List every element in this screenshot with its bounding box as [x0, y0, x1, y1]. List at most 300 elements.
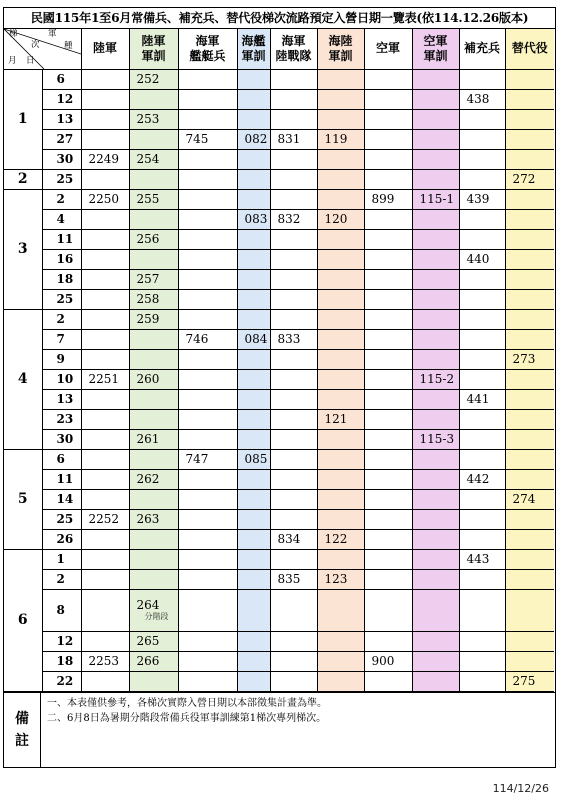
- batch-cell-alternative-service: [505, 209, 554, 229]
- batch-cell-airforce: [364, 389, 412, 409]
- batch-number: 264: [136, 598, 160, 612]
- header-airforce: 空軍: [364, 29, 412, 69]
- batch-cell-army: [81, 89, 129, 109]
- day-cell: 2: [42, 189, 81, 209]
- header-navy-ship: 海軍 艦艇兵: [178, 29, 237, 69]
- month-cell: 2: [4, 169, 42, 189]
- day-cell: 22: [42, 671, 81, 691]
- batch-cell-marine-training: [317, 631, 364, 651]
- batch-cell-alternative-service: [505, 631, 554, 651]
- batch-cell-army: [81, 549, 129, 569]
- batch-cell-army: [81, 671, 129, 691]
- batch-cell-army-training: [129, 429, 178, 449]
- batch-cell-navy-ship: [178, 469, 237, 489]
- batch-cell-supplementary: [459, 489, 505, 509]
- table-row: [4, 469, 554, 489]
- batch-cell-airforce-training: [412, 549, 459, 569]
- batch-cell-supplementary: [459, 289, 505, 309]
- batch-cell-marine-training: [317, 429, 364, 449]
- batch-cell-marine-training: [317, 69, 364, 89]
- table-row: [4, 671, 554, 691]
- batch-cell-alternative-service: [505, 229, 554, 249]
- batch-cell-airforce-training: [412, 129, 459, 149]
- batch-number: 2253: [88, 654, 120, 668]
- header-navy-training: 海艦 軍訓: [237, 29, 270, 69]
- table-row: [4, 349, 554, 369]
- batch-cell-alternative-service: [505, 469, 554, 489]
- remark-line-2: 二、6月8日為暑期分階段常備兵役軍事訓練第1梯次專列梯次。: [47, 712, 327, 724]
- batch-cell-supplementary: [459, 369, 505, 389]
- batch-cell-alternative-service: [505, 589, 554, 631]
- batch-cell-airforce-training: [412, 509, 459, 529]
- table-row: [4, 89, 554, 109]
- batch-cell-navy-ship: [178, 449, 237, 469]
- batch-cell-navy-training: [237, 189, 270, 209]
- batch-number: 746: [185, 332, 209, 346]
- table-row: [4, 149, 554, 169]
- batch-cell-airforce: [364, 289, 412, 309]
- batch-cell-navy-training: [237, 329, 270, 349]
- day-cell: 23: [42, 409, 81, 429]
- batch-cell-army-training: [129, 149, 178, 169]
- batch-cell-airforce: [364, 429, 412, 449]
- batch-cell-marine: [270, 369, 317, 389]
- batch-cell-supplementary: [459, 671, 505, 691]
- batch-cell-navy-training: [237, 569, 270, 589]
- batch-cell-navy-training: [237, 129, 270, 149]
- table-row: [4, 169, 554, 189]
- table-row: [4, 69, 554, 89]
- batch-cell-army-training: [129, 631, 178, 651]
- batch-cell-marine: [270, 389, 317, 409]
- batch-cell-supplementary: [459, 469, 505, 489]
- batch-number: 443: [466, 552, 490, 566]
- batch-number: 123: [324, 572, 348, 586]
- batch-cell-navy-training: [237, 589, 270, 631]
- schedule-table: [4, 29, 554, 692]
- batch-cell-marine-training: [317, 309, 364, 329]
- batch-cell-navy-ship: [178, 229, 237, 249]
- batch-number: 441: [466, 392, 490, 406]
- batch-number: 256: [136, 232, 160, 246]
- batch-cell-airforce: [364, 509, 412, 529]
- batch-cell-supplementary: [459, 529, 505, 549]
- batch-cell-supplementary: [459, 409, 505, 429]
- batch-cell-navy-training: [237, 429, 270, 449]
- batch-cell-marine: [270, 671, 317, 691]
- batch-cell-airforce: [364, 569, 412, 589]
- batch-cell-army: [81, 509, 129, 529]
- batch-number: 121: [324, 412, 348, 426]
- batch-cell-navy-ship: [178, 409, 237, 429]
- batch-cell-airforce-training: [412, 169, 459, 189]
- batch-number: 252: [136, 72, 160, 86]
- batch-cell-marine-training: [317, 469, 364, 489]
- batch-cell-supplementary: [459, 209, 505, 229]
- batch-cell-supplementary: [459, 129, 505, 149]
- batch-cell-navy-ship: [178, 589, 237, 631]
- batch-cell-navy-training: [237, 309, 270, 329]
- batch-number: 115-2: [419, 372, 455, 386]
- batch-cell-navy-ship: [178, 651, 237, 671]
- batch-cell-army-training: [129, 169, 178, 189]
- batch-cell-army-training: [129, 289, 178, 309]
- batch-cell-marine: [270, 169, 317, 189]
- batch-cell-marine-training: [317, 569, 364, 589]
- table-row: [4, 369, 554, 389]
- batch-cell-marine: [270, 409, 317, 429]
- batch-cell-alternative-service: [505, 369, 554, 389]
- day-cell: 4: [42, 209, 81, 229]
- batch-number: 747: [185, 452, 209, 466]
- batch-number: 257: [136, 272, 160, 286]
- batch-cell-marine-training: [317, 129, 364, 149]
- batch-cell-navy-training: [237, 529, 270, 549]
- batch-cell-marine-training: [317, 549, 364, 569]
- day-cell: 14: [42, 489, 81, 509]
- batch-cell-marine: [270, 589, 317, 631]
- batch-cell-airforce: [364, 169, 412, 189]
- batch-number: 899: [371, 192, 395, 206]
- batch-cell-alternative-service: [505, 129, 554, 149]
- batch-cell-navy-training: [237, 389, 270, 409]
- batch-cell-marine: [270, 229, 317, 249]
- batch-cell-navy-training: [237, 369, 270, 389]
- batch-cell-airforce: [364, 589, 412, 631]
- batch-cell-army: [81, 409, 129, 429]
- batch-number: 273: [512, 352, 536, 366]
- remarks-label: 備 註: [4, 693, 41, 767]
- batch-cell-alternative-service: [505, 489, 554, 509]
- day-cell: 16: [42, 249, 81, 269]
- batch-cell-army: [81, 169, 129, 189]
- day-cell: 2: [42, 309, 81, 329]
- batch-cell-supplementary: [459, 309, 505, 329]
- batch-cell-airforce-training: [412, 149, 459, 169]
- batch-cell-marine: [270, 469, 317, 489]
- batch-number: 275: [512, 674, 536, 688]
- batch-number: 258: [136, 292, 160, 306]
- batch-cell-army-training: [129, 129, 178, 149]
- batch-number: 253: [136, 112, 160, 126]
- table-row: [4, 109, 554, 129]
- batch-cell-supplementary: [459, 651, 505, 671]
- batch-cell-army-training: [129, 109, 178, 129]
- batch-cell-airforce: [364, 369, 412, 389]
- table-row: [4, 269, 554, 289]
- batch-cell-alternative-service: [505, 189, 554, 209]
- day-cell: 2: [42, 569, 81, 589]
- month-cell: 5: [4, 449, 42, 549]
- table-row: [4, 489, 554, 509]
- batch-cell-army-training: [129, 589, 178, 631]
- day-cell: 30: [42, 149, 81, 169]
- batch-cell-marine-training: [317, 489, 364, 509]
- table-row: [4, 229, 554, 249]
- batch-cell-supplementary: [459, 509, 505, 529]
- batch-number: 835: [277, 572, 301, 586]
- batch-number: 115-3: [419, 432, 455, 446]
- batch-cell-marine: [270, 529, 317, 549]
- batch-cell-airforce-training: [412, 269, 459, 289]
- batch-cell-marine: [270, 349, 317, 369]
- batch-cell-marine: [270, 651, 317, 671]
- batch-cell-army: [81, 369, 129, 389]
- batch-number: 745: [185, 132, 209, 146]
- batch-cell-supplementary: [459, 109, 505, 129]
- batch-cell-army-training: [129, 189, 178, 209]
- batch-cell-marine-training: [317, 329, 364, 349]
- batch-cell-airforce-training: [412, 349, 459, 369]
- batch-cell-marine-training: [317, 671, 364, 691]
- batch-cell-marine-training: [317, 189, 364, 209]
- batch-cell-airforce-training: [412, 449, 459, 469]
- batch-cell-supplementary: [459, 229, 505, 249]
- batch-cell-marine-training: [317, 449, 364, 469]
- batch-number: 272: [512, 172, 536, 186]
- batch-number: 439: [466, 192, 490, 206]
- batch-cell-navy-ship: [178, 631, 237, 651]
- header-army-training: 陸軍 軍訓: [129, 29, 178, 69]
- batch-cell-army-training: [129, 309, 178, 329]
- batch-cell-marine: [270, 269, 317, 289]
- batch-cell-navy-training: [237, 269, 270, 289]
- day-cell: 11: [42, 469, 81, 489]
- table-row: [4, 209, 554, 229]
- batch-cell-marine: [270, 429, 317, 449]
- batch-cell-army: [81, 149, 129, 169]
- batch-cell-navy-training: [237, 409, 270, 429]
- table-row: [4, 429, 554, 449]
- batch-cell-airforce: [364, 209, 412, 229]
- batch-cell-navy-training: [237, 169, 270, 189]
- batch-cell-navy-ship: [178, 549, 237, 569]
- batch-cell-supplementary: [459, 449, 505, 469]
- batch-cell-supplementary: [459, 249, 505, 269]
- batch-cell-navy-training: [237, 469, 270, 489]
- batch-cell-navy-ship: [178, 309, 237, 329]
- batch-number: 122: [324, 532, 348, 546]
- batch-number: 834: [277, 532, 301, 546]
- batch-cell-alternative-service: [505, 389, 554, 409]
- batch-cell-marine: [270, 69, 317, 89]
- batch-cell-navy-ship: [178, 529, 237, 549]
- batch-cell-supplementary: [459, 269, 505, 289]
- batch-cell-airforce: [364, 269, 412, 289]
- batch-cell-navy-ship: [178, 569, 237, 589]
- batch-cell-marine-training: [317, 89, 364, 109]
- batch-cell-marine: [270, 329, 317, 349]
- day-cell: 13: [42, 389, 81, 409]
- batch-cell-navy-training: [237, 89, 270, 109]
- batch-cell-army-training: [129, 369, 178, 389]
- table-row: [4, 509, 554, 529]
- batch-cell-army: [81, 109, 129, 129]
- batch-cell-army: [81, 269, 129, 289]
- batch-cell-navy-ship: [178, 489, 237, 509]
- batch-cell-marine: [270, 249, 317, 269]
- month-cell: 4: [4, 309, 42, 449]
- batch-number: 438: [466, 92, 490, 106]
- day-cell: 7: [42, 329, 81, 349]
- batch-cell-marine: [270, 289, 317, 309]
- batch-cell-navy-ship: [178, 289, 237, 309]
- batch-number: 261: [136, 432, 160, 446]
- table-row: [4, 389, 554, 409]
- header-alternative-service: 替代役: [505, 29, 554, 69]
- batch-cell-airforce-training: [412, 671, 459, 691]
- batch-cell-army-training: [129, 671, 178, 691]
- batch-cell-army: [81, 229, 129, 249]
- batch-cell-airforce: [364, 469, 412, 489]
- batch-cell-airforce: [364, 229, 412, 249]
- header-row: [4, 29, 554, 69]
- batch-cell-alternative-service: [505, 89, 554, 109]
- header-army: 陸軍: [81, 29, 129, 69]
- batch-number: 2252: [88, 512, 120, 526]
- corner-label-day: 日: [26, 56, 35, 66]
- batch-cell-supplementary: [459, 169, 505, 189]
- batch-cell-army-training: [129, 529, 178, 549]
- batch-cell-airforce: [364, 651, 412, 671]
- batch-cell-supplementary: [459, 569, 505, 589]
- batch-number: 259: [136, 312, 160, 326]
- batch-number: 115-1: [419, 192, 455, 206]
- batch-cell-army-training: [129, 89, 178, 109]
- day-cell: 30: [42, 429, 81, 449]
- batch-number: 2249: [88, 152, 120, 166]
- batch-cell-airforce: [364, 109, 412, 129]
- batch-cell-marine-training: [317, 529, 364, 549]
- batch-cell-marine: [270, 449, 317, 469]
- batch-cell-airforce-training: [412, 589, 459, 631]
- batch-cell-navy-ship: [178, 369, 237, 389]
- batch-cell-airforce-training: [412, 631, 459, 651]
- batch-cell-airforce-training: [412, 229, 459, 249]
- batch-cell-alternative-service: [505, 109, 554, 129]
- batch-number: 266: [136, 654, 160, 668]
- batch-cell-army-training: [129, 389, 178, 409]
- batch-cell-navy-ship: [178, 389, 237, 409]
- table-row: [4, 549, 554, 569]
- batch-cell-airforce: [364, 249, 412, 269]
- batch-cell-supplementary: [459, 149, 505, 169]
- batch-cell-army-training: [129, 269, 178, 289]
- batch-cell-airforce-training: [412, 429, 459, 449]
- batch-cell-army-training: [129, 509, 178, 529]
- table-row: [4, 651, 554, 671]
- batch-number: 084: [244, 332, 268, 346]
- batch-cell-alternative-service: [505, 509, 554, 529]
- batch-cell-marine: [270, 129, 317, 149]
- table-row: [4, 589, 554, 631]
- batch-cell-army: [81, 529, 129, 549]
- day-cell: 18: [42, 269, 81, 289]
- batch-cell-alternative-service: [505, 249, 554, 269]
- batch-cell-airforce: [364, 129, 412, 149]
- day-cell: 11: [42, 229, 81, 249]
- batch-cell-airforce-training: [412, 369, 459, 389]
- batch-cell-airforce-training: [412, 489, 459, 509]
- batch-number: 831: [277, 132, 301, 146]
- batch-cell-airforce: [364, 549, 412, 569]
- batch-cell-army-training: [129, 329, 178, 349]
- batch-cell-marine: [270, 309, 317, 329]
- batch-cell-marine-training: [317, 651, 364, 671]
- table-row: [4, 449, 554, 469]
- batch-cell-marine: [270, 89, 317, 109]
- batch-number: 274: [512, 492, 536, 506]
- batch-cell-airforce: [364, 309, 412, 329]
- day-cell: 6: [42, 69, 81, 89]
- batch-cell-marine: [270, 509, 317, 529]
- table-row: [4, 569, 554, 589]
- batch-number: 260: [136, 372, 160, 386]
- batch-cell-marine: [270, 149, 317, 169]
- day-cell: 26: [42, 529, 81, 549]
- table-row: [4, 309, 554, 329]
- batch-cell-alternative-service: [505, 569, 554, 589]
- batch-cell-navy-training: [237, 249, 270, 269]
- batch-cell-airforce-training: [412, 89, 459, 109]
- batch-cell-army-training: [129, 651, 178, 671]
- batch-cell-airforce-training: [412, 209, 459, 229]
- batch-cell-marine-training: [317, 409, 364, 429]
- batch-cell-marine-training: [317, 209, 364, 229]
- day-cell: 10: [42, 369, 81, 389]
- header-supplementary: 補充兵: [459, 29, 505, 69]
- batch-cell-army-training: [129, 249, 178, 269]
- batch-cell-navy-training: [237, 631, 270, 651]
- table-row: [4, 631, 554, 651]
- batch-number: 083: [244, 212, 268, 226]
- batch-cell-airforce-training: [412, 189, 459, 209]
- batch-cell-navy-ship: [178, 89, 237, 109]
- batch-cell-marine-training: [317, 109, 364, 129]
- batch-cell-army-training: [129, 489, 178, 509]
- batch-cell-airforce: [364, 529, 412, 549]
- table-row: [4, 329, 554, 349]
- batch-cell-marine-training: [317, 509, 364, 529]
- batch-cell-marine-training: [317, 249, 364, 269]
- batch-cell-army: [81, 309, 129, 329]
- batch-number: 263: [136, 512, 160, 526]
- batch-cell-airforce-training: [412, 329, 459, 349]
- batch-cell-navy-training: [237, 69, 270, 89]
- corner-header: [4, 29, 81, 69]
- batch-cell-alternative-service: [505, 69, 554, 89]
- batch-cell-navy-ship: [178, 329, 237, 349]
- batch-cell-supplementary: [459, 189, 505, 209]
- batch-cell-marine: [270, 631, 317, 651]
- batch-cell-navy-training: [237, 489, 270, 509]
- batch-cell-airforce-training: [412, 389, 459, 409]
- batch-cell-marine: [270, 109, 317, 129]
- batch-cell-army-training: [129, 549, 178, 569]
- batch-number: 119: [324, 132, 348, 146]
- batch-cell-army: [81, 589, 129, 631]
- batch-cell-airforce-training: [412, 569, 459, 589]
- batch-number: 255: [136, 192, 160, 206]
- batch-cell-army-training: [129, 449, 178, 469]
- batch-cell-airforce: [364, 89, 412, 109]
- day-cell: 9: [42, 349, 81, 369]
- batch-cell-airforce-training: [412, 109, 459, 129]
- batch-number: 832: [277, 212, 301, 226]
- batch-cell-alternative-service: [505, 429, 554, 449]
- batch-cell-alternative-service: [505, 529, 554, 549]
- schedule-sheet: [3, 7, 556, 768]
